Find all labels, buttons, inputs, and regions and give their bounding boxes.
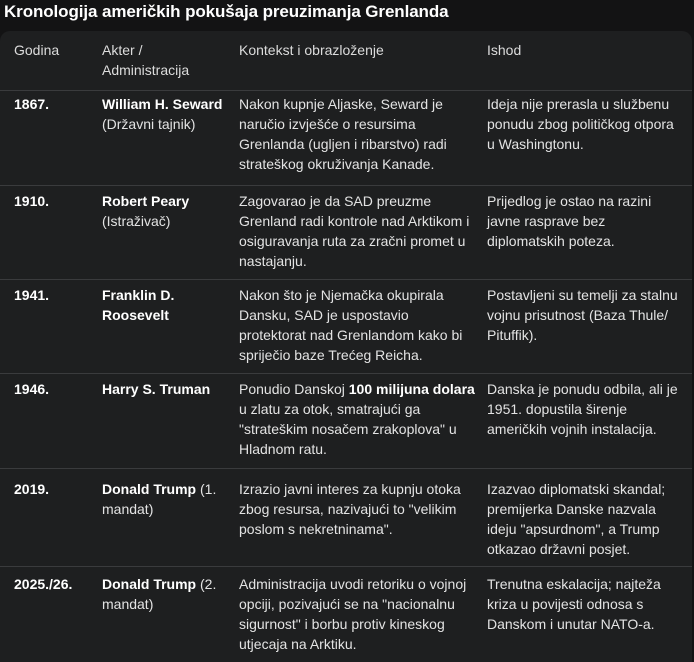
row-year: 2019. <box>14 481 50 497</box>
row-actor <box>102 94 230 134</box>
actor-name: Robert Peary <box>102 193 190 209</box>
page-title: Kronologija američkih pokušaja preuzimanja Grenlanda <box>4 2 449 21</box>
actor-name: William H. Seward <box>102 96 223 112</box>
row-year: 1867. <box>14 96 50 112</box>
actor-note: (Istraživač) <box>102 213 171 229</box>
row-outcome: Postavljeni su temelji za stalnu vojnu prisutnost (Baza Thule/ Pituffik). <box>487 287 678 343</box>
row-context: Nakon kupnje Aljaske, Seward je naručio izvješće o resursima Grenlanda (ugljen i ribarstvo) radi strateškog okruživanja Kanade. <box>239 96 447 172</box>
header-actor: Akter / Administracija <box>102 42 190 78</box>
row-outcome: Trenutna eskalacija; najteža kriza u povijesti odnosa s Danskom i unutar NATO-a. <box>487 576 661 632</box>
row-context: Zagovarao je da SAD preuzme Grenland radi kontrole nad Arktikom i osiguravanja ruta za zračni promet u nastajanju. <box>239 193 470 269</box>
actor-name: Franklin D. Roosevelt <box>102 287 175 323</box>
context-highlight: 100 milijuna dolara <box>348 381 475 397</box>
header-year: Godina <box>14 42 60 58</box>
row-year: 1910. <box>14 193 50 209</box>
row-year: 2025./26. <box>14 576 73 592</box>
context-text: u zlatu za otok, smatrajući ga "strateškim nosačem zrakoplova" u Hladnom ratu. <box>239 401 457 457</box>
actor-name: Donald Trump <box>102 481 197 497</box>
header-outcome: Ishod <box>487 42 522 58</box>
table-header-row <box>0 31 692 91</box>
actor-name: Harry S. Truman <box>102 381 211 397</box>
table-row <box>0 566 692 662</box>
header-context: Kontekst i obrazloženje <box>239 42 384 58</box>
row-actor <box>102 574 230 614</box>
table-row <box>0 185 692 280</box>
actor-name: Donald Trump <box>102 576 197 592</box>
row-outcome: Izazvao diplomatski skandal; premijerka Danske nazvala ideju "apsurdnom", a Trump otkazao državni posjet. <box>487 481 666 557</box>
row-actor <box>102 285 230 325</box>
actor-note: (2. mandat) <box>102 576 217 612</box>
actor-note: (Državni tajnik) <box>102 116 196 132</box>
row-context: Nakon što je Njemačka okupirala Dansku, SAD je uspostavio protektorat nad Grenlandom kako bi spriječio baze Trećeg Reicha. <box>239 287 463 363</box>
table-row <box>0 279 692 374</box>
row-outcome: Ideja nije prerasla u službenu ponudu zbog političkog otpora u Washingtonu. <box>487 96 674 152</box>
row-context: Administracija uvodi retoriku o vojnoj opciji, pozivajući se na "nacionalnu sigurnost" i borbu protiv kineskog utjecaja na Arktiku. <box>239 576 467 652</box>
row-context: Izrazio javni interes za kupnju otoka zbog resursa, nazivajući to "velikim poslom s nekretninama". <box>239 481 461 537</box>
row-outcome: Danska je ponudu odbila, ali je 1951. dopustila širenje američkih vojnih instalacija. <box>487 381 678 437</box>
context-text: Ponudio Danskoj <box>239 381 349 397</box>
table-row <box>0 373 692 469</box>
row-year: 1941. <box>14 287 50 303</box>
row-year: 1946. <box>14 381 50 397</box>
row-actor <box>102 379 230 399</box>
table-row <box>0 468 692 567</box>
row-actor <box>102 191 230 231</box>
table-row <box>0 90 692 186</box>
row-outcome: Prijedlog je ostao na razini javne rasprave bez diplomatskih poteza. <box>487 193 652 249</box>
timeline-table <box>0 31 692 662</box>
actor-note: (1. mandat) <box>102 481 217 517</box>
row-actor <box>102 479 230 519</box>
row-context <box>239 379 475 459</box>
